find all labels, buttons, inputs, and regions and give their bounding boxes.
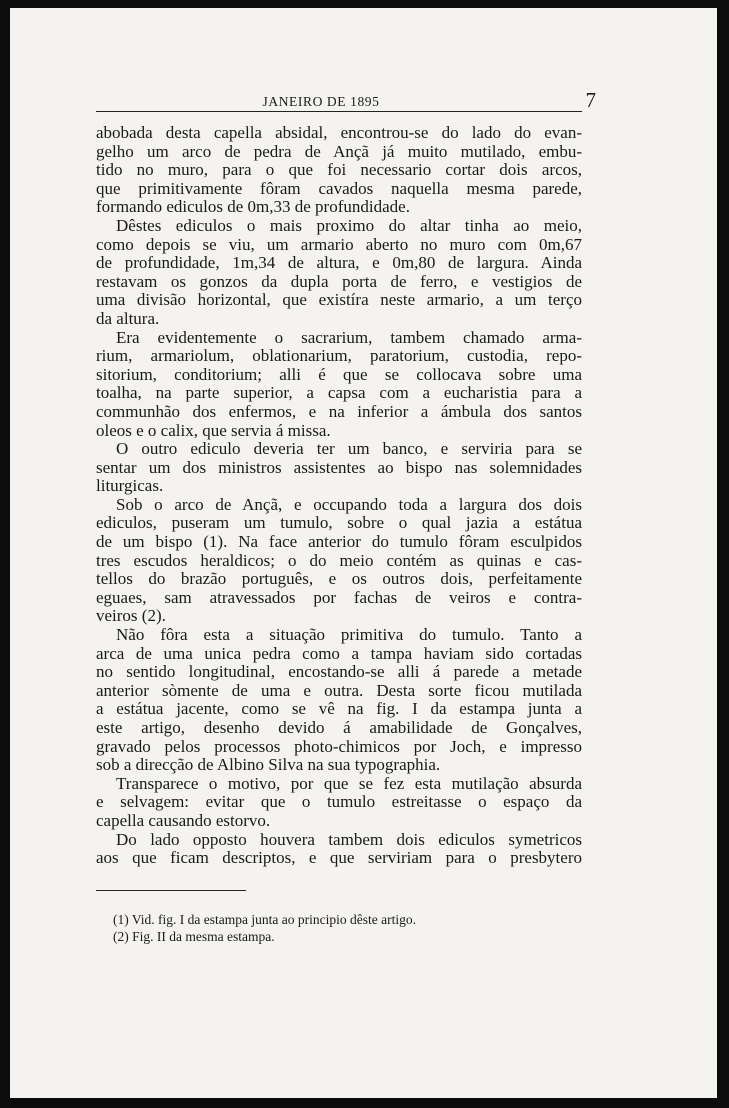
footnote-2: (2) Fig. II da mesma estampa.	[113, 928, 275, 944]
text-line: arca de uma unica pedra como a tampa haviam sido cortadas	[96, 643, 582, 663]
page-number: 7	[585, 88, 596, 112]
text-line: como depois se viu, um armario aberto no muro com 0m,67	[96, 234, 582, 254]
text-line: gelho um arco de pedra de Ançã já muito mutilado, embu-	[96, 141, 582, 161]
text-line: abobada desta capella absidal, encontrou-se do lado do evan-	[96, 123, 582, 142]
text-line: anterior sòmente de uma e outra. Desta sorte ficou mutilada	[96, 680, 582, 700]
text-line: aos que ficam descriptos, e que serviriam para o presbytero	[96, 848, 582, 868]
text-line: de um bispo (1). Na face anterior do tumulo fôram esculpidos	[96, 532, 582, 552]
text-line: liturgicas.	[96, 476, 164, 496]
body-text	[96, 124, 582, 868]
text-line: Era evidentemente o sacrarium, tambem chamado arma-	[116, 327, 582, 347]
header-rule	[96, 111, 582, 112]
text-line: no sentido longitudinal, encostando-se alli á parede a metade	[96, 662, 582, 682]
running-head: JANEIRO DE 1895	[262, 94, 380, 109]
text-line: restavam os gonzos da dupla porta de ferro, e vestigios de	[96, 271, 582, 291]
text-line: veiros (2).	[96, 606, 166, 626]
text-line: capella causando estorvo.	[96, 810, 271, 830]
text-line: ediculos, puseram um tumulo, sobre o qual jazia a estátua	[96, 513, 582, 533]
text-line: a estátua jacente, como se vê na fig. I da estampa junta a	[96, 699, 582, 719]
text-line: O outro ediculo deveria ter um banco, e serviria para se	[116, 439, 582, 459]
text-line: formando ediculos de 0m,33 de profundidade.	[96, 197, 410, 217]
text-line: tido no muro, para o que foi necessario cortar dois arcos,	[96, 160, 582, 180]
page-header	[106, 88, 596, 118]
text-line: da altura.	[96, 308, 160, 328]
text-line: gravado pelos processos photo-chimicos por Joch, e impresso	[96, 736, 582, 756]
text-line: Dêstes ediculos o mais proximo do altar tinha ao meio,	[116, 215, 582, 235]
text-line: este artigo, desenho devido á amabilidade de Gonçalves,	[96, 718, 582, 737]
text-line: eguaes, sam atravessados por fachas de veiros e contra-	[96, 587, 582, 607]
text-line: sitorium, conditorium; alli é que se collocava sobre uma	[96, 364, 582, 384]
text-line: Transparece o motivo, por que se fez esta mutilação absurda	[116, 773, 582, 793]
footnote-rule	[96, 890, 246, 891]
text-line: oleos e o calix, que servia á missa.	[96, 420, 331, 440]
text-line: communhão dos enfermos, e na inferior a ámbula dos santos	[96, 401, 582, 421]
text-line: e selvagem: evitar que o tumulo estreitasse o espaço da	[96, 792, 582, 812]
text-line: de profundidade, 1m,34 de altura, e 0m,80 de largura. Ainda	[96, 253, 582, 273]
text-line: tres escudos heraldicos; o do meio contém as quinas e cas-	[96, 550, 582, 570]
text-line: rium, armariolum, oblationarium, paratorium, custodia, repo-	[96, 346, 582, 366]
text-line: Sob o arco de Ançã, e occupando toda a largura dos dois	[116, 494, 582, 514]
text-line: tellos do brazão português, e os outros dois, perfeitamente	[96, 569, 582, 589]
text-line: sob a direcção de Albino Silva na sua typographia.	[96, 755, 441, 775]
text-line: Não fôra esta a situação primitiva do tumulo. Tanto a	[116, 625, 582, 645]
text-line: toalha, na parte superior, a capsa com a eucharistia para a	[96, 383, 582, 403]
footnote-1: (1) Vid. fig. I da estampa junta ao principio dêste artigo.	[113, 912, 416, 927]
footnotes	[113, 912, 583, 945]
text-line: sentar um dos ministros assistentes ao bispo nas solemnidades	[96, 457, 582, 477]
text-line: Do lado opposto houvera tambem dois ediculos symetricos	[116, 829, 582, 849]
text-line: que primitivamente fôram cavados naquella mesma parede,	[96, 178, 582, 198]
text-line: uma divisão horizontal, que existíra neste armario, a um terço	[96, 290, 582, 310]
